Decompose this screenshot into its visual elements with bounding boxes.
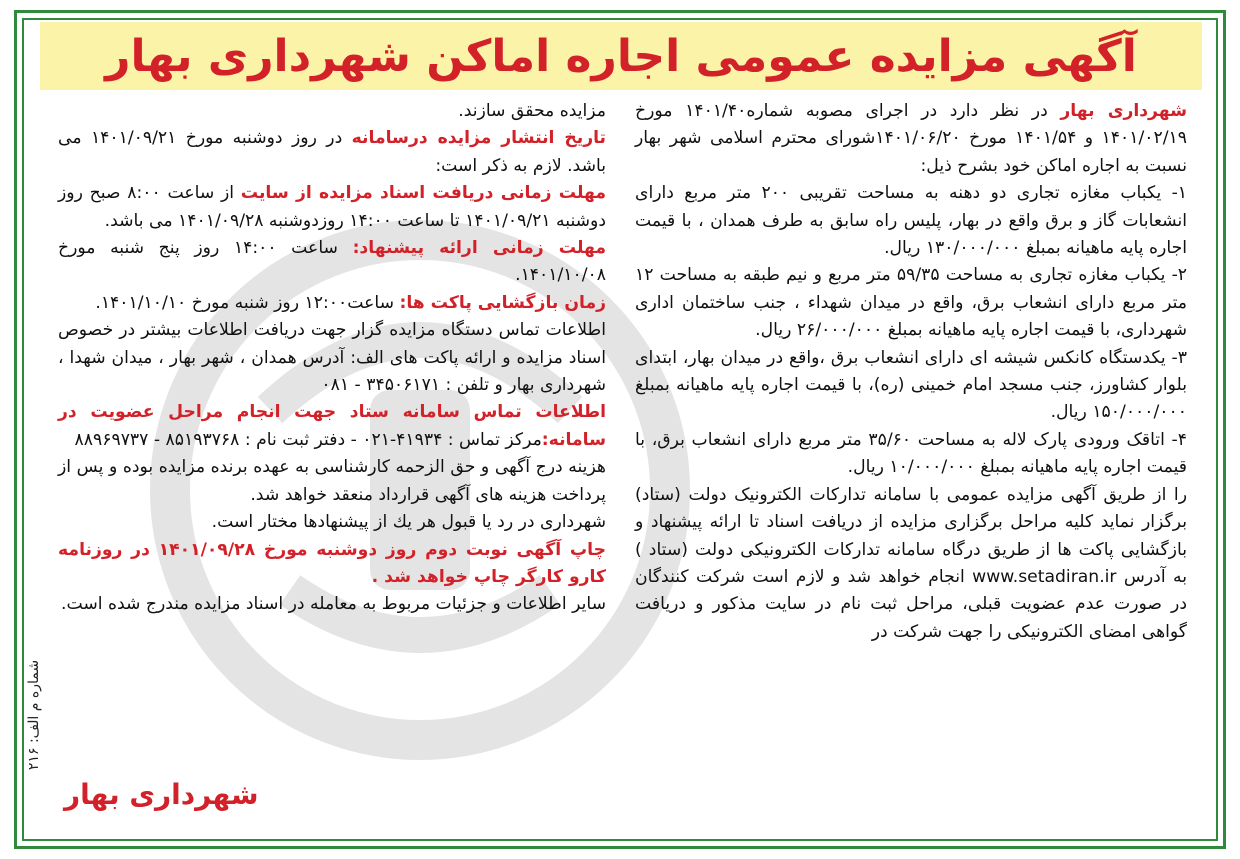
publication-text: در روز دوشنبه مورخ ۱۴۰۱/۰۹/۲۱ می باشد. لازم به ذکر است: (58, 128, 606, 176)
reference-number-text: شماره م الف: ۲۱۶ (26, 659, 42, 771)
documents-text: از ساعت ۸:۰۰ صبح روز دوشنبه ۱۴۰۱/۰۹/۲۱ تا ساعت ۱۴:۰۰ روزدوشنبه ۱۴۰۱/۰۹/۲۸ می باشد. (58, 183, 606, 231)
intro-paragraph (635, 98, 1187, 180)
procedure-text-a: را از طریق آگهی مزایده عمومی با سامانه تدارکات الکترونیک دولت (ستاد) برگزار نماید کلیه مراحل برگزاری مزایده از دریافت اسناد تا ارائه پیشنهاد و بازگشایی پاکت ها از طریق درگاه سامانه تدارکات الکترونیکی دولت (ستاد ) به آدرس (635, 484, 1188, 587)
cost-note: هزینه درج آگهی و حق الزحمه کارشناسی به عهده برنده مزایده بوده و پس از پرداخت هزینه های آگهی قرارداد منعقد خواهد شد. (58, 457, 606, 505)
setad-url-link[interactable]: www.setadiran.ir (972, 566, 1117, 587)
item-2: ۲- یکباب مغازه تجاری به مساحت ۵۹/۳۵ متر مربع و نیم طبقه به مساحت ۱۲ متر مربع دارای انشعاب برق، واقع در میدان شهداء ، جنب ساختمان اداری شهرداری، با قیمت اجاره پایه ماهیانه بمبلغ ۲۶/۰۰۰/۰۰۰ ریال. (635, 265, 1188, 341)
municipality-name: شهرداری بهار (1060, 101, 1187, 121)
signature: شهرداری بهار (64, 778, 259, 811)
right-column (635, 98, 1187, 646)
contact-info: اطلاعات تماس دستگاه مزایده گزار جهت دریافت اطلاعات بیشتر در خصوص اسناد مزایده و ارائه پاکت های الف: آدرس همدان ، شهر بهار ، میدان شهدا ، شهرداری بهار و تلفن : ۳۴۵۰۶۱۷۱ - ۰۸۱ (58, 320, 606, 396)
procedure-text-b: انجام خواهد شد و لازم است شرکت کنندگان در صورت عدم عضویت قبلی، مراحل ثبت نام در سایت مذکور و دریافت گواهی امضای الکترونیکی را جهت شرکت در (635, 566, 1187, 642)
offer-deadline (58, 235, 606, 290)
offer-text: ساعت ۱۴:۰۰ روز پنج شنبه مورخ ۱۴۰۱/۱۰/۰۸. (58, 238, 606, 286)
publication-label: تاریخ انتشار مزایده درسامانه (351, 128, 607, 149)
item-1: ۱- یکباب مغازه تجاری دو دهنه به مساحت تقریبی ۲۰۰ متر مربع دارای انشعابات گاز و برق واقع در بهار، پلیس راه سابق به طرف همدان ، با قیمت اجاره پایه ماهیانه بمبلغ ۱۳۰/۰۰۰/۰۰۰ ریال. (635, 183, 1187, 259)
opening-label: زمان بازگشایی پاکت ها: (399, 292, 606, 313)
documents-deadline (58, 180, 606, 235)
opening-time (58, 290, 606, 317)
setad-text: مرکز تماس : ۴۱۹۳۴-۰۲۱ - دفتر ثبت نام : ۸۵۱۹۳۷۶۸ - ۸۸۹۶۹۷۳۷ (74, 429, 542, 450)
procedure-paragraph (635, 482, 1187, 646)
rights-note: شهرداری در رد یا قبول هر یك از پیشنهادها مختار است. (211, 512, 606, 533)
item-3: ۳- یکدستگاه کانکس شیشه ای دارای انشعاب برق ،واقع در میدان بهار، ابتدای بلوار کشاورز، جنب مسجد امام خمینی (ره)، با قیمت اجاره پایه ماهیانه بمبلغ ۱۵۰/۰۰۰/۰۰۰ ریال. (635, 347, 1187, 423)
offer-label: مهلت زمانی ارائه پیشنهاد: (352, 238, 606, 259)
opening-text: ساعت۱۲:۰۰ روز شنبه مورخ ۱۴۰۱/۱۰/۱۰. (95, 292, 400, 313)
item-4: ۴- اتاقک ورودی پارک لاله به مساحت ۳۵/۶۰ متر مربع دارای انشعاب برق، با قیمت اجاره پایه ماهیانه بمبلغ ۱۰/۰۰۰/۰۰۰ ریال. (635, 429, 1187, 478)
other-info: سایر اطلاعات و جزئیات مربوط به معامله در اسناد مزایده مندرج شده است. (61, 594, 606, 615)
setad-contact (58, 399, 606, 454)
left-column (58, 98, 606, 619)
continuation-text: مزایده محقق سازند. (458, 101, 606, 121)
title-band (40, 22, 1202, 90)
documents-label: مهلت زمانی دریافت اسناد مزایده از سایت (240, 183, 606, 204)
notice-title: آگهی مزایده عمومی اجاره اماکن شهرداری بهار (105, 30, 1137, 82)
intro-text: در نظر دارد در اجرای مصوبه شماره۱۴۰۱/۴۰ مورخ ۱۴۰۱/۰۲/۱۹ و ۱۴۰۱/۵۴ مورخ ۱۴۰۱/۰۶/۲۰شورای محترم اسلامی شهر بهار نسبت به اجاره اماکن خود بشرح ذیل: (635, 101, 1187, 176)
second-print-note: چاپ آگهی نوبت دوم روز دوشنبه مورخ ۱۴۰۱/۰۹/۲۸ در روزنامه کارو کارگر چاپ خواهد شد . (58, 539, 606, 587)
setad-label: اطلاعات تماس سامانه ستاد جهت انجام مراحل عضویت در سامانه: (58, 402, 606, 450)
reference-number (22, 640, 46, 790)
publication-date (58, 125, 606, 180)
